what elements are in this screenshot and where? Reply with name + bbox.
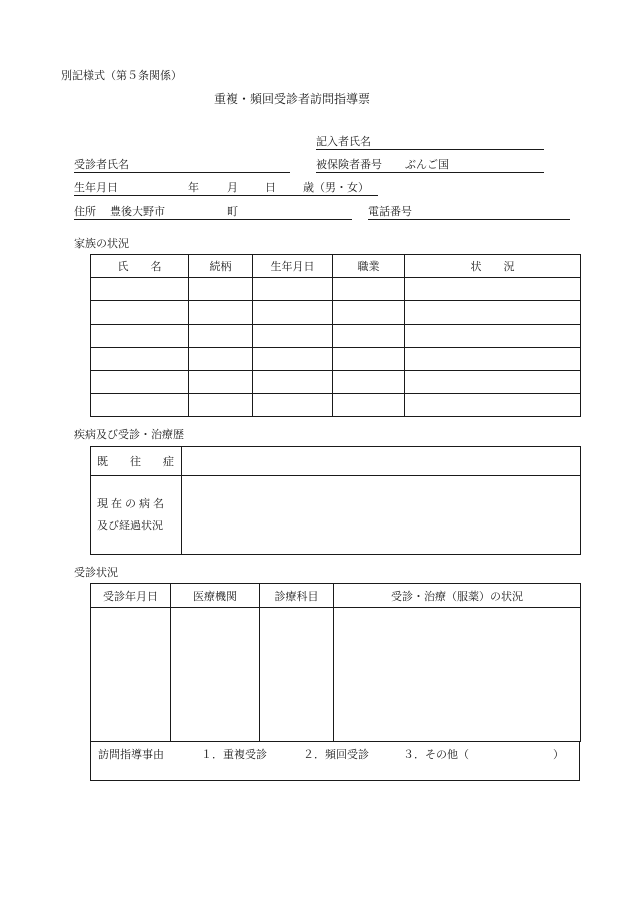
visit-status-field[interactable] (334, 608, 581, 742)
family-cell[interactable] (405, 301, 581, 325)
current-illness-field[interactable] (182, 476, 581, 555)
current-illness-label (91, 476, 182, 555)
family-row (91, 394, 581, 417)
address-field[interactable] (74, 219, 352, 220)
insured-label: 被保険者番号 (316, 158, 382, 171)
family-header-name: 氏 名 (91, 255, 189, 278)
family-row (91, 301, 581, 325)
reason-other-close: ） (553, 748, 564, 761)
address-city: 豊後大野市 (110, 205, 165, 218)
reason-option-duplicate[interactable]: １．重複受診 (201, 748, 267, 761)
visit-institution-field[interactable] (171, 608, 260, 742)
family-row (91, 348, 581, 371)
reason-label: 訪問指導事由 (98, 748, 164, 761)
past-illness-field[interactable] (182, 447, 581, 476)
visit-department-field[interactable] (260, 608, 334, 742)
history-section-title: 疾病及び受診・治療歴 (74, 428, 184, 441)
birth-year-unit: 年 (188, 181, 199, 194)
family-cell[interactable] (91, 394, 189, 417)
address-town: 町 (227, 205, 238, 218)
family-cell[interactable] (91, 301, 189, 325)
visit-date-field[interactable] (91, 608, 171, 742)
family-header-birthdate: 生年月日 (253, 255, 333, 278)
patient-label: 受診者氏名 (74, 158, 129, 171)
family-table (90, 254, 581, 417)
address-label: 住所 (74, 205, 96, 218)
family-header-occupation: 職業 (333, 255, 405, 278)
patient-name-field[interactable] (74, 172, 290, 173)
family-cell[interactable] (91, 371, 189, 394)
visits-header-status: 受診・治療（服薬）の状況 (334, 584, 581, 608)
insured-number-field[interactable] (316, 172, 544, 173)
visits-table (90, 583, 581, 742)
phone-label: 電話番号 (368, 205, 412, 218)
family-row (91, 371, 581, 394)
family-header-relation: 続柄 (189, 255, 253, 278)
family-cell[interactable] (189, 371, 253, 394)
family-cell[interactable] (253, 278, 333, 301)
birth-month-unit: 月 (227, 181, 238, 194)
age-sex: 歳（男・女） (303, 181, 369, 194)
family-cell[interactable] (189, 325, 253, 348)
family-cell[interactable] (333, 348, 405, 371)
family-row (91, 325, 581, 348)
family-cell[interactable] (405, 278, 581, 301)
family-cell[interactable] (333, 371, 405, 394)
birth-day-unit: 日 (265, 181, 276, 194)
family-cell[interactable] (405, 348, 581, 371)
family-cell[interactable] (333, 394, 405, 417)
family-cell[interactable] (91, 278, 189, 301)
family-cell[interactable] (333, 325, 405, 348)
family-cell[interactable] (333, 301, 405, 325)
recorder-label: 記入者氏名 (316, 135, 371, 148)
reason-option-frequent[interactable]: ２．頻回受診 (303, 748, 369, 761)
family-cell[interactable] (253, 325, 333, 348)
recorder-name-field[interactable] (316, 149, 544, 150)
family-cell[interactable] (91, 348, 189, 371)
past-illness-label: 既 往 症 (91, 447, 182, 476)
family-section-title: 家族の状況 (74, 237, 129, 250)
family-row (91, 278, 581, 301)
current-illness-label-line2: 及び経過状況 (97, 519, 163, 532)
family-cell[interactable] (91, 325, 189, 348)
reason-option-other[interactable]: ３．その他（ (403, 748, 469, 761)
family-cell[interactable] (189, 278, 253, 301)
insured-value: ぶんご国 (405, 158, 449, 171)
family-cell[interactable] (253, 348, 333, 371)
family-cell[interactable] (189, 348, 253, 371)
form-note: 別記様式（第５条関係） (61, 69, 182, 82)
visits-header-institution: 医療機関 (171, 584, 260, 608)
current-illness-label-line1: 現在の病名 (97, 497, 167, 510)
visit-reason-row (90, 741, 580, 781)
birth-label: 生年月日 (74, 181, 118, 194)
visits-header-department: 診療科目 (260, 584, 334, 608)
family-cell[interactable] (405, 394, 581, 417)
visits-header-date: 受診年月日 (91, 584, 171, 608)
family-cell[interactable] (405, 371, 581, 394)
family-cell[interactable] (405, 325, 581, 348)
form-title: 重複・頻回受診者訪問指導票 (214, 92, 371, 106)
family-cell[interactable] (253, 301, 333, 325)
family-cell[interactable] (253, 394, 333, 417)
visits-section-title: 受診状況 (74, 566, 118, 579)
family-cell[interactable] (189, 301, 253, 325)
birthdate-field[interactable] (74, 195, 378, 196)
family-cell[interactable] (253, 371, 333, 394)
family-cell[interactable] (333, 278, 405, 301)
family-cell[interactable] (189, 394, 253, 417)
family-header-status: 状 況 (405, 255, 581, 278)
phone-field[interactable] (368, 219, 570, 220)
history-table (90, 446, 581, 555)
